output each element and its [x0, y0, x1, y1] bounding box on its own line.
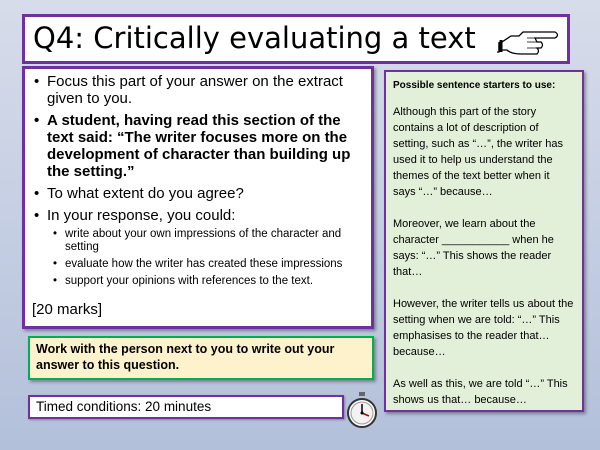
slide-title: Q4: Critically evaluating a text [33, 21, 476, 55]
task-box: Work with the person next to you to write out your answer to this question. [28, 336, 374, 380]
bullet-extent: • To what extent do you agree? [31, 185, 365, 202]
stopwatch-icon [344, 391, 380, 429]
marks-label: [20 marks] [32, 301, 103, 318]
sub-bullet-support: • support your opinions with references to the text. [51, 275, 365, 288]
sub-bullet-evaluate: • evaluate how the writer has created these impressions [51, 258, 365, 271]
starter-2: Moreover, we learn about the character ___________ when he says: “…” This shows the reader that… [393, 218, 554, 278]
bullet-student-quote: • A student, having read this section of the text said: “The writer focuses more on the development of character than building up the setting.” [31, 112, 365, 180]
bullet-focus: • Focus this part of your answer on the extract given to you. [31, 73, 365, 107]
sentence-starters-panel [384, 70, 584, 412]
starter-4: As well as this, we are told “…” This shows us that… because… [393, 378, 568, 406]
bullet-response: • In your response, you could: [31, 207, 365, 224]
sub-bullet-impressions: • write about your own impressions of the character and setting [51, 228, 365, 254]
slide-title-box [22, 14, 570, 64]
question-panel [22, 66, 374, 329]
starters-heading: Possible sentence starters to use: [393, 80, 556, 91]
pointing-hand-icon [497, 22, 561, 60]
starter-1: Although this part of the story contains a lot of description of setting, such as “…”, the writer has used it to help us understand the themes of the text better when it says “…” because… [393, 106, 563, 198]
starter-3: However, the writer tells us about the setting when we are told: “…” This emphasises to the reader that… because… [393, 298, 574, 358]
timer-label: Timed conditions: 20 minutes [28, 395, 344, 419]
